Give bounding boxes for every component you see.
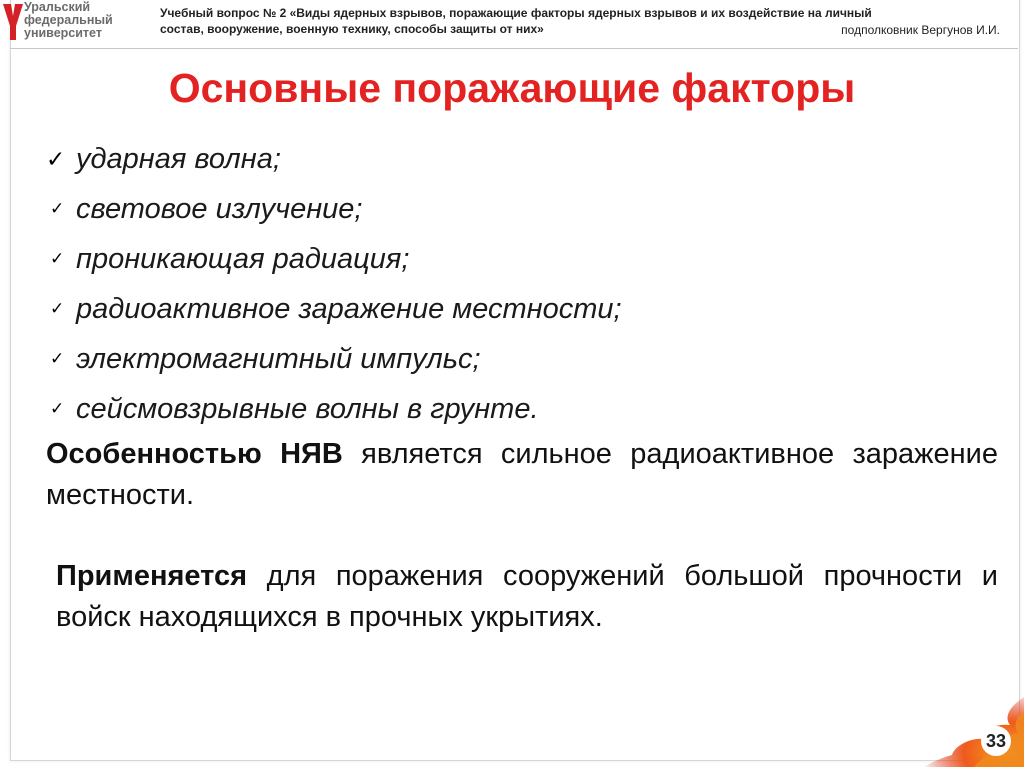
factor-list [46,134,1006,434]
header-divider [10,48,1018,49]
list-item-text: сейсмовзрывные волны в грунте. [76,392,539,425]
logo-text [24,1,146,40]
usage-paragraph-text: для поражения сооружений большой прочности и войск находящихся в прочных укрытиях. [56,560,998,633]
page-number: 33 [981,726,1011,756]
list-item [46,134,1006,184]
checkmark-icon: ✓ [50,249,65,268]
checkmark-icon: ✓ [50,299,65,318]
header-author: подполковник Вергунов И.И. [841,23,1000,37]
list-item-text: электромагнитный импульс; [76,342,481,375]
list-item-text: радиоактивное заражение местности; [76,292,622,325]
usage-paragraph [56,556,998,638]
slide-title: Основные поражающие факторы [168,65,856,111]
usage-paragraph-bold: Применяется [56,560,248,592]
list-item-text: ударная волна; [76,142,281,175]
list-item [46,384,1006,434]
list-item [46,184,1006,234]
checkmark-icon: ✓ [50,349,65,368]
feature-paragraph-text: является сильное радиоактивное заражение местности. [46,438,998,511]
urfu-logo-icon [2,2,24,42]
feature-paragraph [46,434,998,516]
list-item-text: проникающая радиация; [76,242,410,275]
checkmark-icon: ✓ [50,399,65,418]
header-topic-line-1: Учебный вопрос № 2 «Виды ядерных взрывов, поражающие факторы ядерных взрывов и их воздействие на личный [160,6,872,20]
list-item-text: световое излучение; [76,192,363,225]
logo-line-1: Уральский [24,0,91,14]
list-item [46,234,1006,284]
page-number-badge [914,697,1024,767]
header-topic-line-2: состав, вооружение, военную технику, способы защиты от них» [160,22,544,36]
list-item [46,284,1006,334]
list-item [46,334,1006,384]
logo-line-3: университет [24,26,102,40]
checkmark-icon: ✓ [46,145,66,172]
logo-line-2: федеральный [24,13,113,27]
checkmark-icon: ✓ [50,199,65,218]
university-logo [0,0,145,48]
feature-paragraph-bold: Особенностью НЯВ [46,438,343,470]
slide-header [0,0,1024,48]
